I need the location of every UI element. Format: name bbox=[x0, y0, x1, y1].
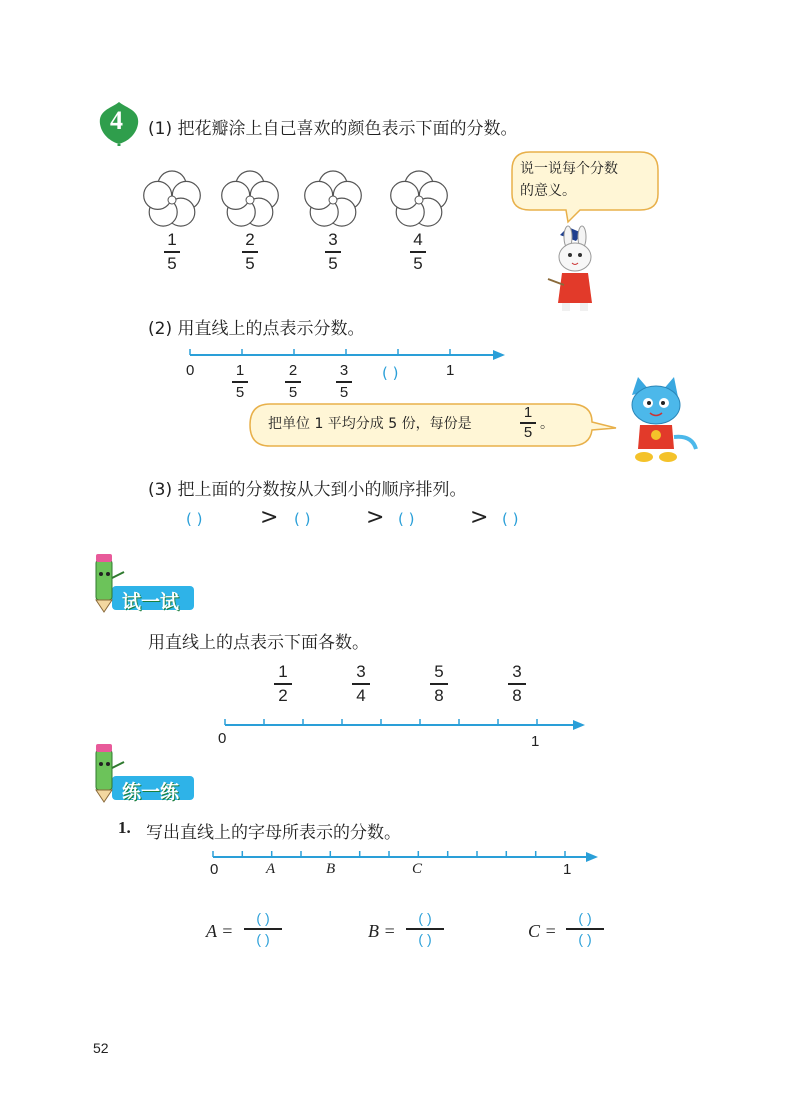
flower-icon[interactable] bbox=[305, 171, 362, 226]
bubble2-end: 。 bbox=[540, 416, 554, 432]
answer-numerator-blank[interactable]: ( ) bbox=[578, 910, 592, 926]
answer-fraction-b[interactable] bbox=[406, 910, 444, 948]
arrow-head-icon bbox=[493, 350, 505, 360]
frac-numerator: 1 bbox=[523, 404, 533, 421]
flower-icon[interactable] bbox=[222, 171, 279, 226]
nl1-zero-label: 0 bbox=[186, 362, 195, 379]
frac-numerator: 1 bbox=[235, 362, 245, 379]
flower-petal[interactable] bbox=[391, 181, 419, 209]
frac-numerator: 1 bbox=[167, 230, 177, 249]
frac-denominator: 5 bbox=[413, 253, 423, 273]
frac-denominator: 5 bbox=[245, 253, 255, 273]
nl1-fraction-2 bbox=[285, 362, 301, 402]
gt-sign-3: > bbox=[470, 505, 489, 530]
frac-denominator: 2 bbox=[278, 685, 288, 705]
rabbit-teacher-illustration bbox=[540, 225, 615, 315]
page-number: 52 bbox=[93, 1040, 109, 1056]
flowers-svg bbox=[140, 168, 460, 232]
try-fraction-4 bbox=[508, 662, 526, 706]
frac-denominator: 8 bbox=[512, 685, 522, 705]
frac-numerator: 3 bbox=[512, 662, 522, 681]
order-blank-1[interactable]: ( ) bbox=[186, 510, 203, 528]
bubble1-line1: 说一说每个分数 bbox=[520, 161, 618, 177]
bubble2-text: 把单位 1 平均分成 5 份，每份是 bbox=[268, 416, 472, 432]
frac-numerator: 1 bbox=[278, 662, 288, 681]
try-it-title: 试一试 bbox=[122, 591, 180, 613]
arrow-head-icon bbox=[586, 852, 598, 862]
answer-fraction-c[interactable] bbox=[566, 910, 604, 948]
answer-denominator-blank[interactable]: ( ) bbox=[256, 930, 270, 947]
frac-denominator: 8 bbox=[434, 685, 444, 705]
gt-sign-2: > bbox=[366, 505, 385, 530]
problem-number-badge bbox=[96, 100, 142, 146]
flower-icon[interactable] bbox=[144, 171, 201, 226]
nl1-fraction-1 bbox=[232, 362, 248, 402]
bubble1-line2: 的意义。 bbox=[520, 183, 576, 199]
arrow-head-icon bbox=[573, 720, 585, 730]
part1-text: (1) 把花瓣涂上自己喜欢的颜色表示下面的分数。 bbox=[148, 119, 518, 139]
flower-fraction-1 bbox=[164, 230, 180, 274]
frac-numerator: 4 bbox=[413, 230, 423, 249]
frac-numerator: 3 bbox=[356, 662, 366, 681]
part3-text: (3) 把上面的分数按从大到小的顺序排列。 bbox=[148, 480, 467, 500]
flower-fraction-2 bbox=[242, 230, 258, 274]
frac-numerator: 2 bbox=[245, 230, 255, 249]
answer-denominator-blank[interactable]: ( ) bbox=[578, 930, 592, 947]
frac-numerator: 5 bbox=[434, 662, 444, 681]
answer-label-c: C = bbox=[528, 921, 557, 941]
nl3-one-label: 1 bbox=[563, 861, 572, 878]
answer-label-a: A = bbox=[206, 921, 234, 941]
practice-title: 练一练 bbox=[122, 781, 180, 803]
gt-sign-1: > bbox=[260, 505, 279, 530]
flower-icon[interactable] bbox=[391, 171, 448, 226]
frac-numerator: 3 bbox=[328, 230, 338, 249]
answer-fraction-a[interactable] bbox=[244, 910, 282, 948]
q1-text: 写出直线上的字母所表示的分数。 bbox=[146, 823, 401, 843]
flower-petal[interactable] bbox=[222, 181, 250, 209]
q1-number: 1. bbox=[118, 818, 131, 837]
answer-label-b: B = bbox=[368, 921, 396, 941]
point-label-b: B bbox=[326, 861, 336, 877]
try-fraction-3 bbox=[430, 662, 448, 706]
flower-fraction-4 bbox=[410, 230, 426, 274]
flower-fraction-3 bbox=[325, 230, 341, 274]
cat-illustration bbox=[612, 375, 702, 465]
speech-bubble-1 bbox=[510, 150, 660, 214]
try-fraction-1 bbox=[274, 662, 292, 706]
answer-numerator-blank[interactable]: ( ) bbox=[256, 910, 270, 926]
frac-denominator: 5 bbox=[523, 423, 533, 441]
order-blank-3[interactable]: ( ) bbox=[398, 510, 415, 528]
answer-numerator-blank[interactable]: ( ) bbox=[418, 910, 432, 926]
point-label-c: C bbox=[412, 861, 423, 877]
frac-denominator: 5 bbox=[235, 383, 245, 401]
flower-petal[interactable] bbox=[144, 181, 172, 209]
frac-denominator: 5 bbox=[167, 253, 177, 273]
order-blank-2[interactable]: ( ) bbox=[294, 510, 311, 528]
nl1-one-label: 1 bbox=[446, 362, 455, 379]
nl2-zero-label: 0 bbox=[218, 730, 227, 747]
try-it-instruction: 用直线上的点表示下面各数。 bbox=[148, 633, 369, 653]
frac-denominator: 5 bbox=[339, 383, 349, 401]
frac-denominator: 5 bbox=[328, 253, 338, 273]
bubble2-fraction bbox=[520, 405, 536, 441]
frac-numerator: 3 bbox=[339, 362, 349, 379]
problem-number: 4 bbox=[110, 106, 123, 135]
speech-bubble-2 bbox=[248, 402, 618, 448]
nl2-one-label: 1 bbox=[531, 733, 540, 750]
frac-denominator: 5 bbox=[288, 383, 298, 401]
flower-petal[interactable] bbox=[305, 181, 333, 209]
point-label-a: A bbox=[266, 861, 276, 877]
nl3-zero-label: 0 bbox=[210, 861, 219, 878]
part2-text: (2) 用直线上的点表示分数。 bbox=[148, 319, 365, 339]
try-fraction-2 bbox=[352, 662, 370, 706]
number-line-2 bbox=[215, 715, 585, 735]
number-line-3 bbox=[203, 847, 598, 867]
practice-banner bbox=[88, 740, 198, 806]
try-it-banner bbox=[88, 550, 198, 616]
answer-denominator-blank[interactable]: ( ) bbox=[418, 930, 432, 947]
frac-denominator: 4 bbox=[356, 685, 366, 705]
frac-numerator: 2 bbox=[288, 362, 298, 379]
order-blank-4[interactable]: ( ) bbox=[502, 510, 519, 528]
nl1-blank[interactable]: ( ) bbox=[382, 364, 399, 382]
nl1-fraction-3 bbox=[336, 362, 352, 402]
